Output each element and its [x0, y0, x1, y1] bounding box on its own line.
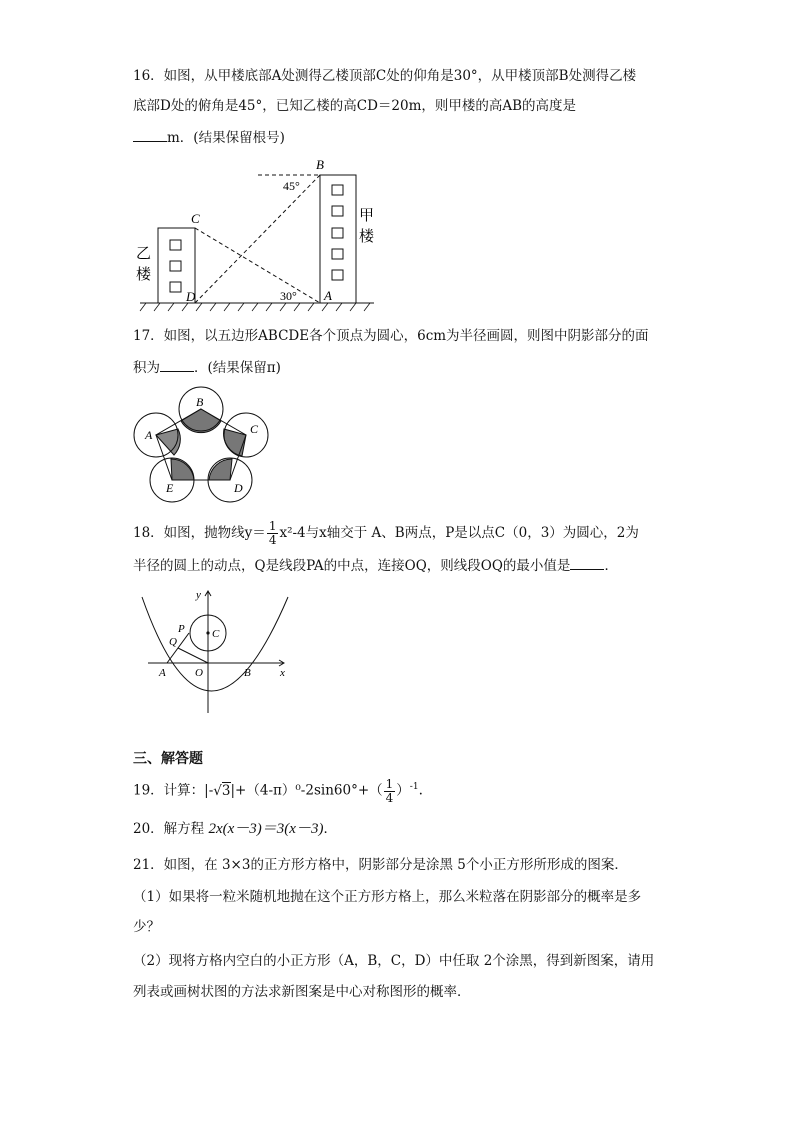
- q19-b: |+（4-π）⁰-2sin60°+（: [230, 782, 383, 799]
- q18-line2: [133, 555, 618, 576]
- q21-line5: 列表或画树状图的方法求新图案是中心对称图形的概率．: [133, 984, 471, 1000]
- q17-line2-suffix: ．(结果保留π): [194, 360, 281, 376]
- sqrt: √3: [213, 782, 231, 799]
- q18-line2-a: 半径的圆上的动点，Q是线段PA的中点，连接OQ，则线段OQ的最小值是: [133, 558, 571, 574]
- label-yi-1: 乙: [136, 244, 152, 262]
- q18-line2-b: ．: [604, 558, 618, 574]
- sqrt-arg: 3: [221, 782, 231, 799]
- label-B: B: [196, 395, 204, 409]
- q17-figure: [130, 386, 280, 506]
- frac-num: 1: [385, 776, 394, 791]
- fraction: [267, 520, 279, 547]
- label-D: D: [186, 289, 196, 304]
- q20-d: ．: [323, 821, 337, 837]
- angle-45: 45°: [283, 179, 300, 193]
- q18-line1-b: x²-4与x轴交于 A、B两点，P是以点C（0，3）为圆心，2为: [279, 525, 639, 541]
- label-A: A: [159, 667, 166, 679]
- q20-a: 20．解方程: [133, 821, 209, 837]
- label-P: P: [178, 623, 185, 635]
- q19-c: ）: [396, 782, 410, 799]
- q19-a: 19．计算：|-: [133, 782, 214, 799]
- q17-line2-prefix: 积为: [133, 360, 160, 376]
- label-B: B: [316, 157, 324, 172]
- label-D: D: [234, 481, 243, 495]
- label-C: C: [250, 422, 259, 436]
- building-jia: [320, 175, 356, 303]
- q19-line: [133, 772, 423, 806]
- label-B: B: [244, 667, 251, 679]
- label-O: O: [195, 667, 203, 679]
- q17-line1: 17．如图，以五边形ABCDE各个顶点为圆心，6cm为半径画圆，则图中阴影部分的面: [133, 328, 649, 344]
- label-C: C: [212, 628, 220, 640]
- q19-d: .: [418, 782, 423, 799]
- frac-den: 4: [268, 533, 277, 547]
- label-x: x: [280, 667, 285, 679]
- q16-figure: [130, 157, 380, 317]
- q20-equation: 2x(x－3)＝3(x－3): [208, 821, 324, 837]
- angle-30: 30°: [280, 289, 297, 303]
- label-y: y: [196, 589, 201, 601]
- q18-line1: [133, 520, 639, 547]
- q21-line3: 少？: [133, 919, 160, 935]
- answer-blank: [160, 357, 194, 372]
- label-jia-1: 甲: [359, 206, 375, 224]
- label-Q: Q: [169, 636, 177, 648]
- frac-num: 1: [268, 519, 277, 533]
- fraction: [384, 778, 396, 805]
- label-A: A: [145, 428, 153, 442]
- frac-den: 4: [385, 790, 394, 805]
- ground-hatching: [140, 303, 370, 311]
- q16-line3: [133, 127, 285, 148]
- answer-blank: [570, 555, 604, 570]
- q21-line2: （1）如果将一粒米随机地抛在这个正方形方格上，那么米粒落在阴影部分的概率是多: [133, 889, 642, 905]
- answer-blank: [133, 127, 167, 142]
- label-C: C: [191, 211, 200, 226]
- q20-line: [133, 819, 337, 839]
- q16-line3-text: m．(结果保留根号): [167, 130, 285, 146]
- label-yi-2: 楼: [136, 265, 152, 283]
- label-jia-2: 楼: [359, 227, 375, 245]
- q16-line1: 16．如图，从甲楼底部A处测得乙楼顶部C处的仰角是30°，从甲楼顶部B处测得乙楼: [133, 68, 637, 84]
- q18-line1-a: 18．如图，抛物线y＝: [133, 525, 266, 541]
- q21-line1: 21．如图，在 3×3的正方形方格中，阴影部分是涂黑 5个小正方形所形成的图案．: [133, 857, 628, 873]
- q19-exponent: -1: [409, 782, 419, 792]
- label-A: A: [324, 288, 332, 303]
- q21-line4: （2）现将方格内空白的小正方形（A，B，C，D）中任取 2个涂黑，得到新图案，请用: [133, 953, 655, 969]
- q16-line2: 底部D处的俯角是45°，已知乙楼的高CD＝20m，则甲楼的高AB的高度是: [133, 98, 577, 114]
- label-E: E: [166, 481, 174, 495]
- line-AC: [195, 228, 320, 303]
- q17-line2: [133, 357, 281, 378]
- q18-figure: [130, 585, 300, 720]
- section-title: 三、解答题: [133, 751, 203, 767]
